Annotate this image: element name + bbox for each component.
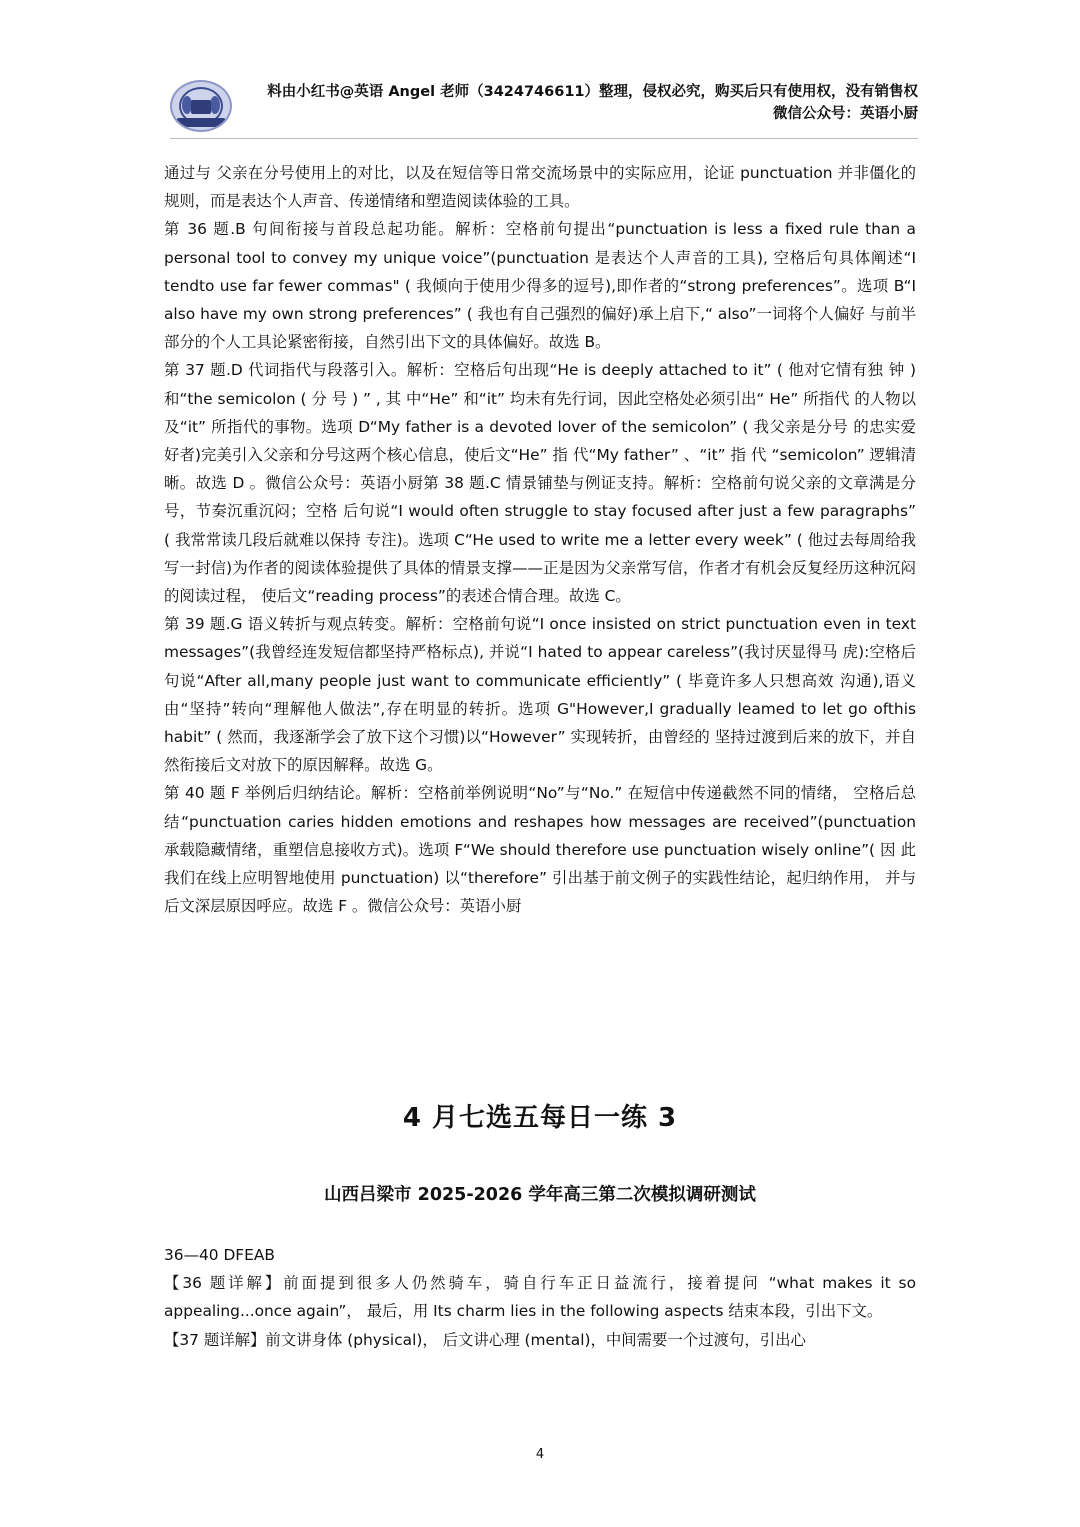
q39-explanation: 第 39 题.G 语义转折与观点转变。解析：空格前句说“I once insisted on strict punctuation even in text messages”(我曾经连发短信都坚持严格标点), 并说“I hated to appear careless”(我讨厌显得马 虎):空格后句说“After all,many people just want to communicate efficiently” ( 毕竟许多人只想高效 沟通),语义由“坚持”转向“理解他人做法”,存在明显的转折。选项 G"However,I gradually leamed to let go ofthis habit” ( 然而，我逐渐学会了放下这个习惯)以“However” 实现转折，由曾经的 坚持过渡到后来的放下，并自然衔接后文对放下的原因解释。故选 G。	[164, 615, 916, 775]
answers-line: 36—40 DFEAB	[164, 1246, 275, 1264]
q37-q38-explanation: 第 37 题.D 代词指代与段落引入。解析：空格后句出现“He is deeply attached to it” ( 他对它情有独 钟 ) 和“the semicolon ( 分 号 ) ” , 其 中“He” 和“it” 均未有先行词，因此空格处必须引出“ He” 所指代 的人物以及“it” 所指代的事物。选项 D“My father is a devoted lover of the semicolon” ( 我父亲是分号 的忠实爱好者)完美引入父亲和分号这两个核心信息，使后文“He” 指 代“My father” 、“it” 指 代 “semicolon” 逻辑清晰。故选 D 。微信公众号：英语小厨第 38 题.C 情景铺垫与例证支持。解析：空格前句说父亲的文章满是分号，节奏沉重沉闷；空格 后句说“I would often struggle to stay focused after just a few paragraphs” ( 我常常读几段后就难以保持 专注)。选项 C“He used to write me a letter every week” ( 他过去每周给我写一封信)为作者的阅读体验提供了具体的情景支撑——正是因为父亲常写信，作者才有机会反复经历这种沉闷的阅读过程， 使后文“reading process”的表述合情合理。故选 C。	[164, 361, 916, 606]
angel-english-logo-icon	[170, 80, 232, 132]
q37-detail: 【37 题详解】前文讲身体 (physical)， 后文讲心理 (mental)，中间需要一个过渡句，引出心	[164, 1330, 806, 1349]
explanation-body	[164, 159, 916, 920]
section-subtitle: 山西吕梁市 2025-2026 学年高三第二次模拟调研测试	[324, 1185, 756, 1205]
header-wechat-line: 微信公众号：英语小厨	[773, 106, 918, 122]
header-divider	[170, 138, 918, 139]
header-copyright-line: 料由小红书@英语 Angel 老师（3424746611）整理，侵权必究，购买后只有使用权，没有销售权	[267, 84, 918, 100]
page-number: 4	[535, 1447, 545, 1462]
q40-explanation: 第 40 题 F 举例后归纳结论。解析：空格前举例说明“No”与“No.” 在短信中传递截然不同的情绪， 空格后总结“punctuation caries hidden emotions and reshapes how messages are received”(punctuation 承载隐藏情绪，重塑信息接收方式)。选项 F“We should therefore use punctuation wisely online”( 因 此我们在线上应明智地使用 punctuation) 以“therefore” 引出基于前文例子的实践性结论，起归纳作用， 并与后文深层原因呼应。故选 F 。微信公众号：英语小厨	[164, 784, 916, 916]
answers-body	[164, 1241, 916, 1354]
section-title: 4 月七选五每日一练 3	[402, 1103, 678, 1133]
intro-paragraph: 通过与 父亲在分号使用上的对比，以及在短信等日常交流场景中的实际应用，论证 punctuation 并非僵化的 规则，而是表达个人声音、传递情绪和塑造阅读体验的工具。	[164, 164, 916, 211]
q36-detail: 【36 题详解】前面提到很多人仍然骑车，骑自行车正日益流行，接着提问 “what makes it so appealing...once again”， 最后，用 Its charm lies in the following aspects 结束本段，引出下文。	[164, 1274, 916, 1321]
q36-explanation: 第 36 题.B 句间衔接与首段总起功能。解析：空格前句提出“punctuation is less a fixed rule than a personal tool to convey my unique voice”(punctuation 是表达个人声音的工具), 空格后句具体阐述“I tendto use far fewer commas" ( 我倾向于使用少得多的逗号),即作者的“strong preferences”。选项 B“I also have my own strong preferences” ( 我也有自己强烈的偏好)承上启下,“ also”一词将个人偏好 与前半部分的个人工具论紧密衔接，自然引出下文的具体偏好。故选 B。	[164, 220, 916, 352]
